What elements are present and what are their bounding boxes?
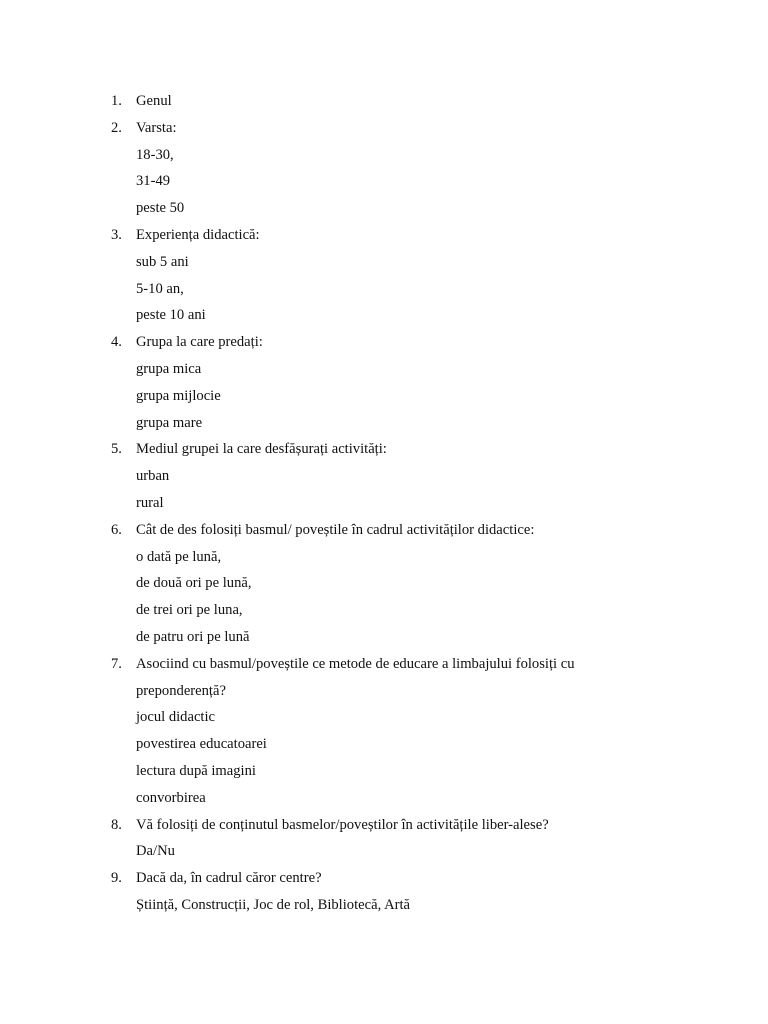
answer-option: grupa mare (136, 414, 203, 431)
question-number: 3. (111, 226, 122, 243)
answer-option: de trei ori pe luna, (136, 602, 243, 619)
question-6 (0, 517, 768, 544)
answer-option: lectura după imagini (136, 762, 256, 779)
question-2 (0, 115, 768, 142)
question-4 (0, 329, 768, 356)
answer-option: urban (136, 468, 170, 485)
answer-option: de patru ori pe lună (136, 628, 250, 645)
question-number: 4. (111, 334, 122, 351)
question-number: 6. (111, 521, 122, 538)
question-text: Experiența didactică: (136, 226, 260, 243)
answer-option: 5-10 an, (136, 280, 184, 297)
question-number: 2. (111, 119, 122, 136)
answer-option: jocul didactic (136, 709, 216, 726)
question-number: 9. (111, 870, 122, 887)
question-text: Cât de des folosiți basmul/ poveștile în cadrul activităților didactice: (136, 521, 535, 538)
questionnaire-list (0, 88, 768, 919)
answer-option: Știință, Construcții, Joc de rol, Bibliotecă, Artă (136, 896, 410, 913)
question-text: Varsta: (136, 119, 177, 136)
question-text: Vă folosiți de conținutul basmelor/poveștilor în activitățile liber-alese? (136, 816, 549, 833)
question-9 (0, 865, 768, 892)
answer-option: rural (136, 494, 164, 511)
answer-option: 31-49 (136, 173, 171, 190)
answer-option: de două ori pe lună, (136, 575, 252, 592)
answer-option: peste 10 ani (136, 307, 206, 324)
question-text: Genul (136, 93, 172, 109)
question-text: Grupa la care predați: (136, 334, 263, 351)
answer-option: Da/Nu (136, 843, 175, 860)
question-text: Dacă da, în cadrul căror centre? (136, 870, 322, 887)
answer-option: o dată pe lună, (136, 548, 222, 565)
question-8 (0, 812, 768, 839)
answer-option: sub 5 ani (136, 253, 189, 270)
question-number: 1. (111, 93, 122, 109)
answer-option: 18-30, (136, 146, 174, 163)
question-text: Mediul grupei la care desfășurați activități: (136, 441, 387, 458)
question-number: 7. (111, 655, 122, 672)
question-5 (0, 436, 768, 463)
question-3 (0, 222, 768, 249)
answer-option: grupa mijlocie (136, 387, 221, 404)
question-7 (0, 651, 768, 678)
question-1 (0, 88, 768, 115)
answer-option: grupa mica (136, 360, 202, 377)
question-text: Asociind cu basmul/poveștile ce metode de educare a limbajului folosiți cu (136, 655, 575, 672)
question-number: 5. (111, 441, 122, 458)
answer-option: peste 50 (136, 200, 185, 217)
question-text-continuation: preponderență? (136, 682, 226, 699)
answer-option: povestirea educatoarei (136, 736, 267, 753)
question-number: 8. (111, 816, 122, 833)
answer-option: convorbirea (136, 789, 206, 806)
